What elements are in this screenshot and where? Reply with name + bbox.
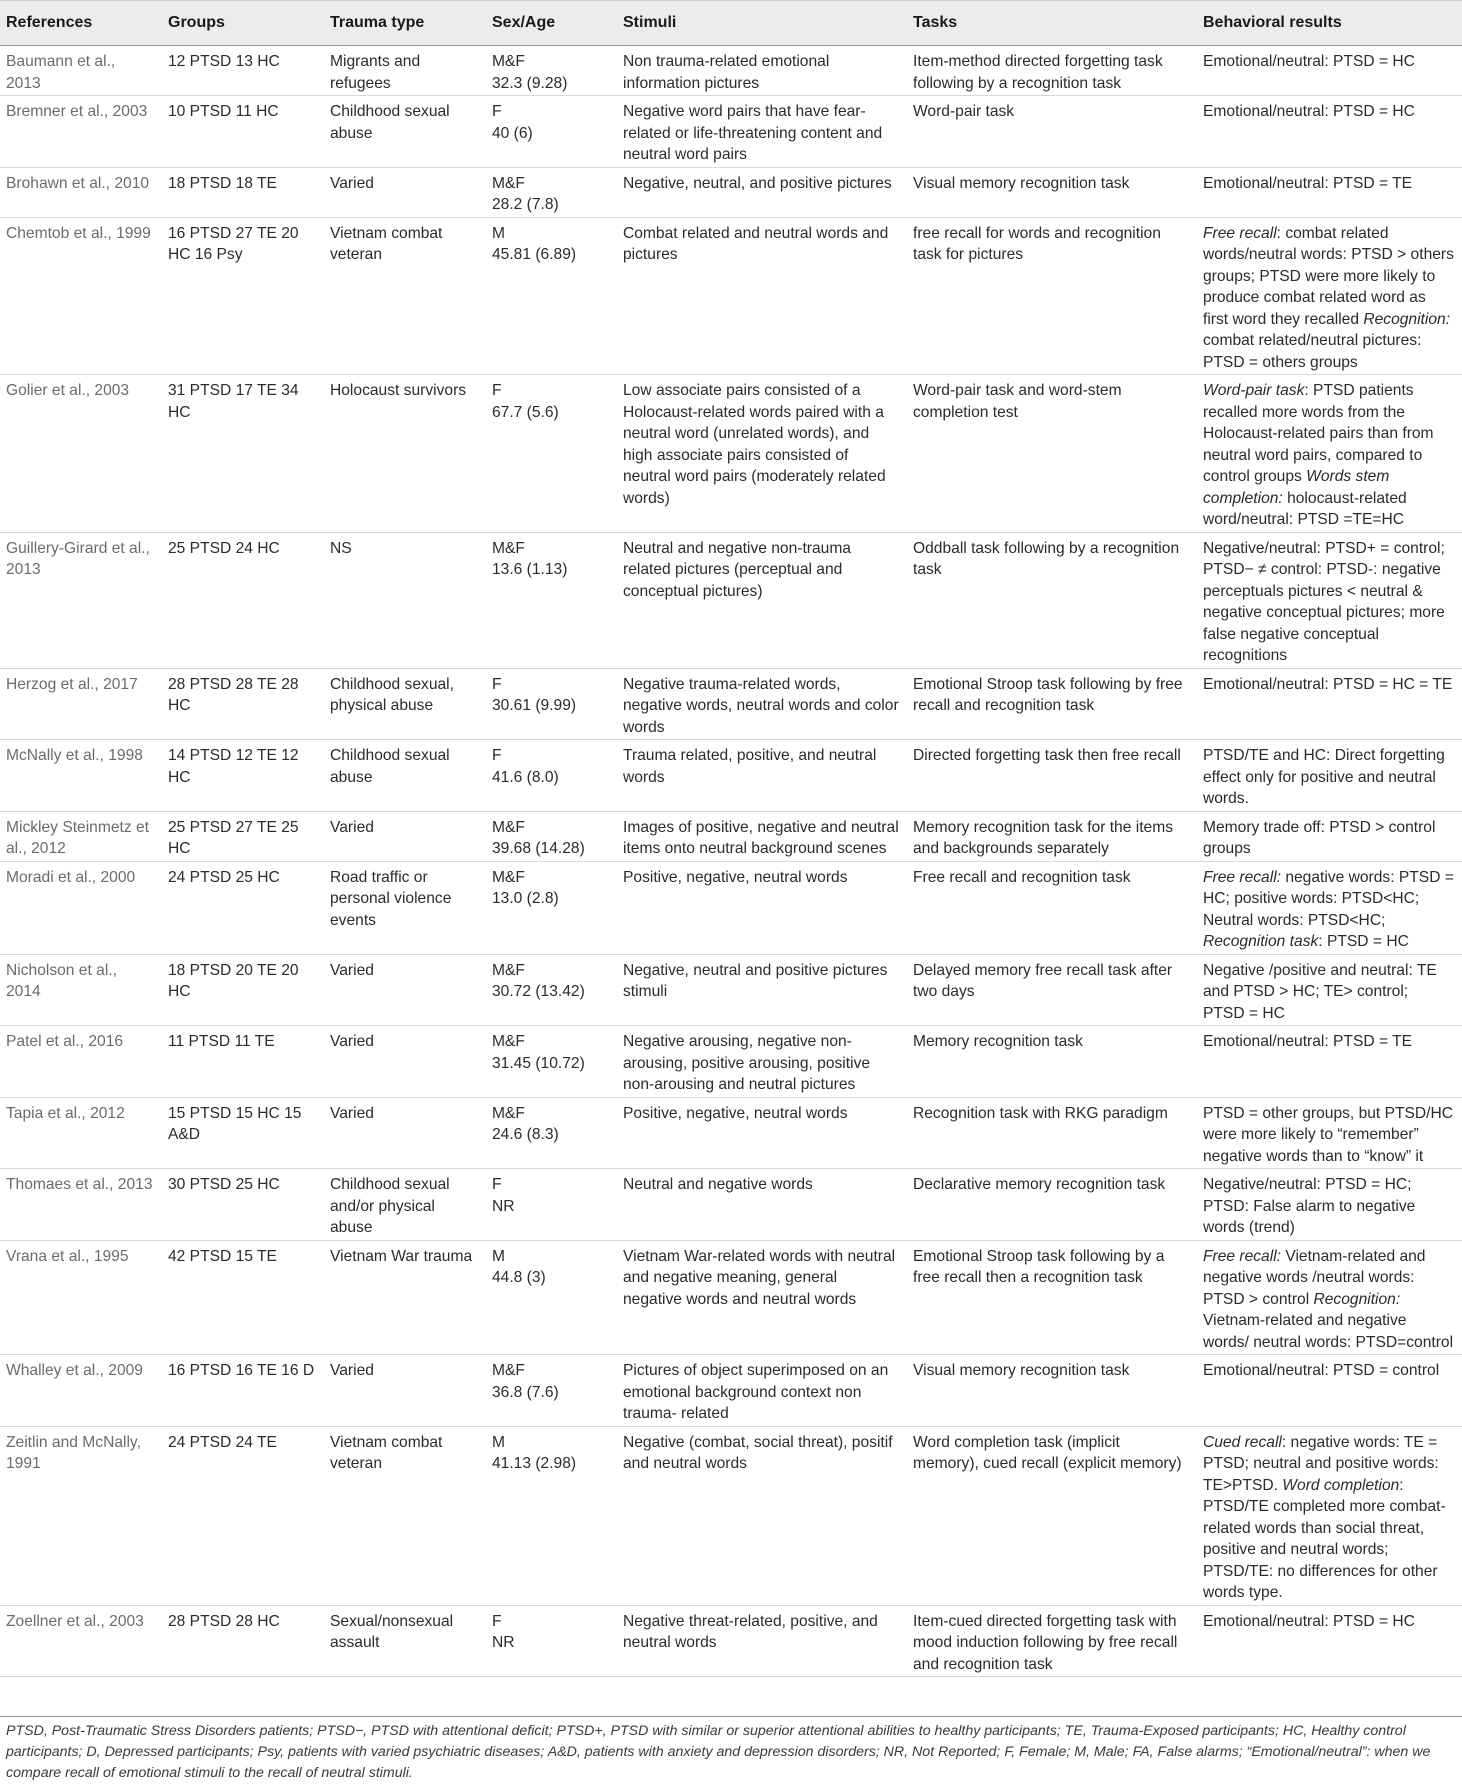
reference-cell: Herzog et al., 2017 — [0, 668, 162, 740]
behavioral-results-cell — [1197, 1026, 1462, 1098]
trauma-type-cell: Varied — [324, 811, 486, 861]
tasks-cell: Directed forgetting task then free recall — [907, 740, 1197, 812]
groups-cell: 10 PTSD 11 HC — [162, 96, 324, 168]
reference-cell: Nicholson et al., 2014 — [0, 954, 162, 1026]
stimuli-cell: Combat related and neutral words and pictures — [617, 217, 907, 375]
trauma-type-cell: Sexual/nonsexual assault — [324, 1605, 486, 1677]
behavioral-results-cell — [1197, 532, 1462, 668]
sex-age-cell — [486, 1026, 617, 1098]
behavioral-results-cell — [1197, 861, 1462, 954]
groups-cell: 16 PTSD 16 TE 16 D — [162, 1355, 324, 1427]
reference-cell: Moradi et al., 2000 — [0, 861, 162, 954]
sex-value: F — [492, 382, 502, 399]
tasks-cell: Delayed memory free recall task after two days — [907, 954, 1197, 1026]
age-value: 39.68 (14.28) — [492, 840, 585, 857]
result-label: Recognition: — [1313, 1290, 1401, 1308]
table-row — [0, 1605, 1462, 1677]
tasks-cell: Item-cued directed forgetting task with mood induction following by free recall and recognition task — [907, 1605, 1197, 1677]
result-label: Free recall — [1203, 224, 1277, 242]
behavioral-results-cell — [1197, 954, 1462, 1026]
tasks-cell: Emotional Stroop task following by free recall and recognition task — [907, 668, 1197, 740]
age-value: 28.2 (7.8) — [492, 196, 559, 213]
sex-age-cell — [486, 1605, 617, 1677]
behavioral-results-cell — [1197, 1426, 1462, 1605]
result-label: Cued recall — [1203, 1433, 1282, 1451]
sex-value: F — [492, 747, 502, 764]
sex-value: M&F — [492, 539, 525, 557]
behavioral-results-cell — [1197, 740, 1462, 812]
header-stimuli: Stimuli — [617, 1, 907, 46]
table-row — [0, 1355, 1462, 1427]
table-row — [0, 1169, 1462, 1241]
table-row — [0, 1026, 1462, 1098]
reference-cell: Brohawn et al., 2010 — [0, 167, 162, 217]
table-row — [0, 1240, 1462, 1355]
table-row — [0, 167, 1462, 217]
tasks-cell: Word-pair task and word-stem completion test — [907, 375, 1197, 533]
result-label: Free recall: — [1203, 1247, 1281, 1265]
tasks-cell: Oddball task following by a recognition task — [907, 532, 1197, 668]
sex-age-cell — [486, 96, 617, 168]
result-text: PTSD/TE and HC: Direct forgetting effect only for positive and neutral words. — [1203, 747, 1445, 807]
sex-value: M&F — [492, 868, 525, 886]
header-groups: Groups — [162, 1, 324, 46]
table-row — [0, 740, 1462, 812]
age-value: 30.61 (9.99) — [492, 697, 577, 714]
tasks-cell: Visual memory recognition task — [907, 167, 1197, 217]
sex-value: M&F — [492, 53, 525, 70]
sex-age-cell — [486, 861, 617, 954]
result-text: : PTSD/TE completed more combat-related words than social threat, positive and neutral words; PTSD/TE: no differences for other words type. — [1203, 1476, 1446, 1601]
sex-value: M — [492, 224, 505, 242]
stimuli-cell: Negative (combat, social threat), positif and neutral words — [617, 1426, 907, 1605]
result-text: Emotional/neutral: PTSD = HC — [1203, 53, 1415, 70]
table-row — [0, 1097, 1462, 1169]
sex-value: M — [492, 1247, 505, 1265]
behavioral-results-cell — [1197, 375, 1462, 533]
behavioral-results-cell — [1197, 217, 1462, 375]
age-value: 32.3 (9.28) — [492, 74, 568, 92]
tasks-cell: Memory recognition task for the items and backgrounds separately — [907, 811, 1197, 861]
result-text: : negative words: TE = PTSD; neutral and positive words: TE>PTSD. — [1203, 1433, 1439, 1494]
header-sex-age: Sex/Age — [486, 1, 617, 46]
age-value: 36.8 (7.6) — [492, 1383, 559, 1401]
trauma-type-cell: NS — [324, 532, 486, 668]
result-label: Words stem completion: — [1203, 468, 1390, 507]
sex-age-cell — [486, 167, 617, 217]
sex-age-cell — [486, 1426, 617, 1605]
age-value: 41.6 (8.0) — [492, 768, 559, 786]
result-text: Memory trade off: PTSD > control groups — [1203, 818, 1436, 857]
stimuli-cell: Neutral and negative non-trauma related pictures (perceptual and conceptual pictures) — [617, 532, 907, 668]
age-value: 67.7 (5.6) — [492, 403, 559, 421]
age-value: 13.6 (1.13) — [492, 561, 568, 578]
reference-cell: Vrana et al., 1995 — [0, 1240, 162, 1355]
stimuli-cell: Vietnam War-related words with neutral and negative meaning, general negative words and neutral words — [617, 1240, 907, 1355]
header-references: References — [0, 1, 162, 46]
groups-cell: 28 PTSD 28 TE 28 HC — [162, 668, 324, 740]
age-value: 45.81 (6.89) — [492, 246, 577, 263]
stimuli-cell: Positive, negative, neutral words — [617, 1097, 907, 1169]
trauma-type-cell: Childhood sexual and/or physical abuse — [324, 1169, 486, 1241]
table-row — [0, 375, 1462, 533]
groups-cell: 25 PTSD 27 TE 25 HC — [162, 811, 324, 861]
sex-age-cell — [486, 1097, 617, 1169]
reference-cell: Baumann et al., 2013 — [0, 46, 162, 96]
sex-age-cell — [486, 1169, 617, 1241]
sex-age-cell — [486, 1240, 617, 1355]
behavioral-results-cell — [1197, 96, 1462, 168]
age-value: NR — [492, 1197, 515, 1215]
groups-cell: 16 PTSD 27 TE 20 HC 16 Psy — [162, 217, 324, 375]
stimuli-cell: Negative, neutral and positive pictures stimuli — [617, 954, 907, 1026]
reference-cell: Bremner et al., 2003 — [0, 96, 162, 168]
trauma-type-cell: Road traffic or personal violence events — [324, 861, 486, 954]
reference-cell: Tapia et al., 2012 — [0, 1097, 162, 1169]
trauma-type-cell: Childhood sexual abuse — [324, 96, 486, 168]
groups-cell: 31 PTSD 17 TE 34 HC — [162, 375, 324, 533]
reference-cell: Guillery-Girard et al., 2013 — [0, 532, 162, 668]
groups-cell: 42 PTSD 15 TE — [162, 1240, 324, 1355]
sex-value: M — [492, 1433, 505, 1451]
tasks-cell: Recognition task with RKG paradigm — [907, 1097, 1197, 1169]
stimuli-cell: Pictures of object superimposed on an emotional background context non trauma- related — [617, 1355, 907, 1427]
table-row — [0, 532, 1462, 668]
reference-cell: Thomaes et al., 2013 — [0, 1169, 162, 1241]
reference-cell: Patel et al., 2016 — [0, 1026, 162, 1098]
sex-age-cell — [486, 811, 617, 861]
sex-age-cell — [486, 46, 617, 96]
age-value: 13.0 (2.8) — [492, 890, 559, 907]
result-text: Vietnam-related and negative words/ neutral words: PTSD=control — [1203, 1312, 1454, 1351]
result-text: Emotional/neutral: PTSD = TE — [1203, 174, 1413, 192]
stimuli-cell: Negative, neutral, and positive pictures — [617, 167, 907, 217]
groups-cell: 24 PTSD 24 TE — [162, 1426, 324, 1605]
behavioral-results-cell — [1197, 1605, 1462, 1677]
sex-age-cell — [486, 954, 617, 1026]
table-footnote: PTSD, Post-Traumatic Stress Disorders patients; PTSD−, PTSD with attentional deficit; PTSD+, PTSD with similar or superior attentional abilities to healthy participants; TE, Trauma-Exposed participants; HC, Healthy control participants; D, Depressed participants; Psy, patients with varied psychiatric diseases; A&D, patients with anxiety and depression disorders; NR, Not Reported; F, Female; M, Male; FA, False alarms; “Emotional/neutral”: when we compare recall of emotional stimuli to the recall of neutral stimuli. — [0, 1716, 1462, 1784]
reference-cell: McNally et al., 1998 — [0, 740, 162, 812]
trauma-type-cell: Varied — [324, 954, 486, 1026]
tasks-cell: Visual memory recognition task — [907, 1355, 1197, 1427]
age-value: 41.13 (2.98) — [492, 1455, 577, 1472]
tasks-cell: Memory recognition task — [907, 1026, 1197, 1098]
stimuli-cell: Non trauma-related emotional information pictures — [617, 46, 907, 96]
groups-cell: 11 PTSD 11 TE — [162, 1026, 324, 1098]
result-text: Negative /positive and neutral: TE and PTSD > HC; TE> control; PTSD = HC — [1203, 961, 1437, 1022]
sex-value: F — [492, 1612, 502, 1630]
stimuli-cell: Negative word pairs that have fear-related or life-threatening content and neutral word pairs — [617, 96, 907, 168]
behavioral-results-cell — [1197, 811, 1462, 861]
stimuli-cell: Low associate pairs consisted of a Holocaust-related words paired with a neutral word (unrelated words), and high associate pairs consisted of neutral word pairs (moderately related words) — [617, 375, 907, 533]
sex-age-cell — [486, 375, 617, 533]
sex-value: M&F — [492, 818, 525, 836]
tasks-cell: Word completion task (implicit memory), cued recall (explicit memory) — [907, 1426, 1197, 1605]
result-text: Negative/neutral: PTSD+ = control; PTSD− ≠ control: PTSD-: negative perceptuals pictures < neutral & negative conceptual pictures; more false negative conceptual recognitions — [1203, 539, 1445, 664]
reference-cell: Mickley Steinmetz et al., 2012 — [0, 811, 162, 861]
tasks-cell: Word-pair task — [907, 96, 1197, 168]
table-row — [0, 668, 1462, 740]
behavioral-results-cell — [1197, 1097, 1462, 1169]
tasks-cell: Emotional Stroop task following by a free recall then a recognition task — [907, 1240, 1197, 1355]
stimuli-cell: Negative arousing, negative non-arousing, positive arousing, positive non-arousing and neutral pictures — [617, 1026, 907, 1098]
trauma-type-cell: Vietnam War trauma — [324, 1240, 486, 1355]
age-value: 44.8 (3) — [492, 1269, 546, 1286]
table-header — [0, 1, 1462, 46]
header-tasks: Tasks — [907, 1, 1197, 46]
behavioral-results-cell — [1197, 1240, 1462, 1355]
groups-cell: 18 PTSD 20 TE 20 HC — [162, 954, 324, 1026]
trauma-type-cell: Holocaust survivors — [324, 375, 486, 533]
reference-cell: Whalley et al., 2009 — [0, 1355, 162, 1427]
result-text: combat related/neutral pictures: PTSD = others groups — [1203, 332, 1422, 371]
sex-value: M&F — [492, 174, 525, 192]
trauma-type-cell: Varied — [324, 167, 486, 217]
behavioral-results-cell — [1197, 167, 1462, 217]
tasks-cell: Item-method directed forgetting task following by a recognition task — [907, 46, 1197, 96]
result-label: Recognition: — [1363, 310, 1451, 328]
trauma-type-cell: Migrants and refugees — [324, 46, 486, 96]
result-label: Free recall: — [1203, 868, 1281, 886]
result-text: Emotional/neutral: PTSD = HC — [1203, 103, 1415, 120]
tasks-cell: Declarative memory recognition task — [907, 1169, 1197, 1241]
trauma-type-cell: Vietnam combat veteran — [324, 1426, 486, 1605]
behavioral-results-cell — [1197, 1169, 1462, 1241]
result-label: Recognition task — [1203, 933, 1319, 950]
sex-value: M&F — [492, 1104, 525, 1122]
header-row — [0, 1, 1462, 46]
result-text: : combat related words/neutral words: PTSD > others groups; PTSD were more likely to produce combat related word as first word they recalled — [1203, 224, 1454, 328]
sex-value: M&F — [492, 1033, 525, 1050]
result-text: Negative/neutral: PTSD = HC; PTSD: False alarm to negative words (trend) — [1203, 1176, 1416, 1236]
groups-cell: 28 PTSD 28 HC — [162, 1605, 324, 1677]
trauma-type-cell: Childhood sexual, physical abuse — [324, 668, 486, 740]
table-row — [0, 1426, 1462, 1605]
groups-cell: 12 PTSD 13 HC — [162, 46, 324, 96]
trauma-type-cell: Varied — [324, 1026, 486, 1098]
sex-age-cell — [486, 668, 617, 740]
header-behavioral-results: Behavioral results — [1197, 1, 1462, 46]
result-label: Word completion — [1282, 1476, 1400, 1494]
trauma-type-cell: Childhood sexual abuse — [324, 740, 486, 812]
table-row — [0, 96, 1462, 168]
groups-cell: 15 PTSD 15 HC 15 A&D — [162, 1097, 324, 1169]
groups-cell: 25 PTSD 24 HC — [162, 532, 324, 668]
table-row — [0, 861, 1462, 954]
result-text: Vietnam-related and negative words /neutral words: PTSD > control — [1203, 1247, 1426, 1308]
table-row — [0, 217, 1462, 375]
result-text: : PTSD patients recalled more words from the Holocaust-related pairs than from neutral word pairs, compared to control groups — [1203, 382, 1434, 485]
sex-age-cell — [486, 1355, 617, 1427]
groups-cell: 24 PTSD 25 HC — [162, 861, 324, 954]
table-row — [0, 46, 1462, 96]
stimuli-cell: Negative threat-related, positive, and neutral words — [617, 1605, 907, 1677]
tasks-cell: Free recall and recognition task — [907, 861, 1197, 954]
reference-cell: Zeitlin and McNally, 1991 — [0, 1426, 162, 1605]
sex-value: M&F — [492, 1362, 525, 1379]
age-value: 31.45 (10.72) — [492, 1054, 585, 1072]
reference-cell: Zoellner et al., 2003 — [0, 1605, 162, 1677]
stimuli-cell: Positive, negative, neutral words — [617, 861, 907, 954]
result-text: holocaust-related word/neutral: PTSD =TE=HC — [1203, 489, 1407, 528]
age-value: NR — [492, 1634, 515, 1651]
groups-cell: 18 PTSD 18 TE — [162, 167, 324, 217]
trauma-type-cell: Varied — [324, 1355, 486, 1427]
trauma-type-cell: Vietnam combat veteran — [324, 217, 486, 375]
age-value: 24.6 (8.3) — [492, 1126, 559, 1143]
result-text: Emotional/neutral: PTSD = control — [1203, 1362, 1440, 1379]
table-row — [0, 954, 1462, 1026]
sex-age-cell — [486, 532, 617, 668]
sex-age-cell — [486, 217, 617, 375]
trauma-type-cell: Varied — [324, 1097, 486, 1169]
result-text: PTSD = other groups, but PTSD/HC were more likely to “remember” negative words than to “know” it — [1203, 1104, 1454, 1165]
result-text: Emotional/neutral: PTSD = HC = TE — [1203, 675, 1453, 693]
sex-value: F — [492, 675, 502, 693]
reference-cell: Chemtob et al., 1999 — [0, 217, 162, 375]
stimuli-cell: Trauma related, positive, and neutral words — [617, 740, 907, 812]
sex-value: M&F — [492, 961, 525, 979]
header-trauma-type: Trauma type — [324, 1, 486, 46]
result-label: Word-pair task — [1203, 382, 1305, 399]
age-value: 40 (6) — [492, 124, 533, 142]
result-text: negative words: PTSD = HC; positive words: PTSD<HC; Neutral words: PTSD<HC; — [1203, 868, 1454, 929]
table-body — [0, 46, 1462, 1677]
behavioral-results-cell — [1197, 668, 1462, 740]
result-text: Emotional/neutral: PTSD = HC — [1203, 1612, 1415, 1630]
reference-cell: Golier et al., 2003 — [0, 375, 162, 533]
sex-value: F — [492, 103, 502, 120]
result-text: Emotional/neutral: PTSD = TE — [1203, 1033, 1413, 1050]
stimuli-cell: Neutral and negative words — [617, 1169, 907, 1241]
sex-age-cell — [486, 740, 617, 812]
result-text: : PTSD = HC — [1318, 933, 1409, 950]
stimuli-cell: Negative trauma-related words, negative words, neutral words and color words — [617, 668, 907, 740]
behavioral-results-cell — [1197, 46, 1462, 96]
sex-value: F — [492, 1176, 502, 1193]
tasks-cell: free recall for words and recognition task for pictures — [907, 217, 1197, 375]
age-value: 30.72 (13.42) — [492, 983, 585, 1000]
behavioral-results-cell — [1197, 1355, 1462, 1427]
table-row — [0, 811, 1462, 861]
groups-cell: 30 PTSD 25 HC — [162, 1169, 324, 1241]
groups-cell: 14 PTSD 12 TE 12 HC — [162, 740, 324, 812]
stimuli-cell: Images of positive, negative and neutral items onto neutral background scenes — [617, 811, 907, 861]
